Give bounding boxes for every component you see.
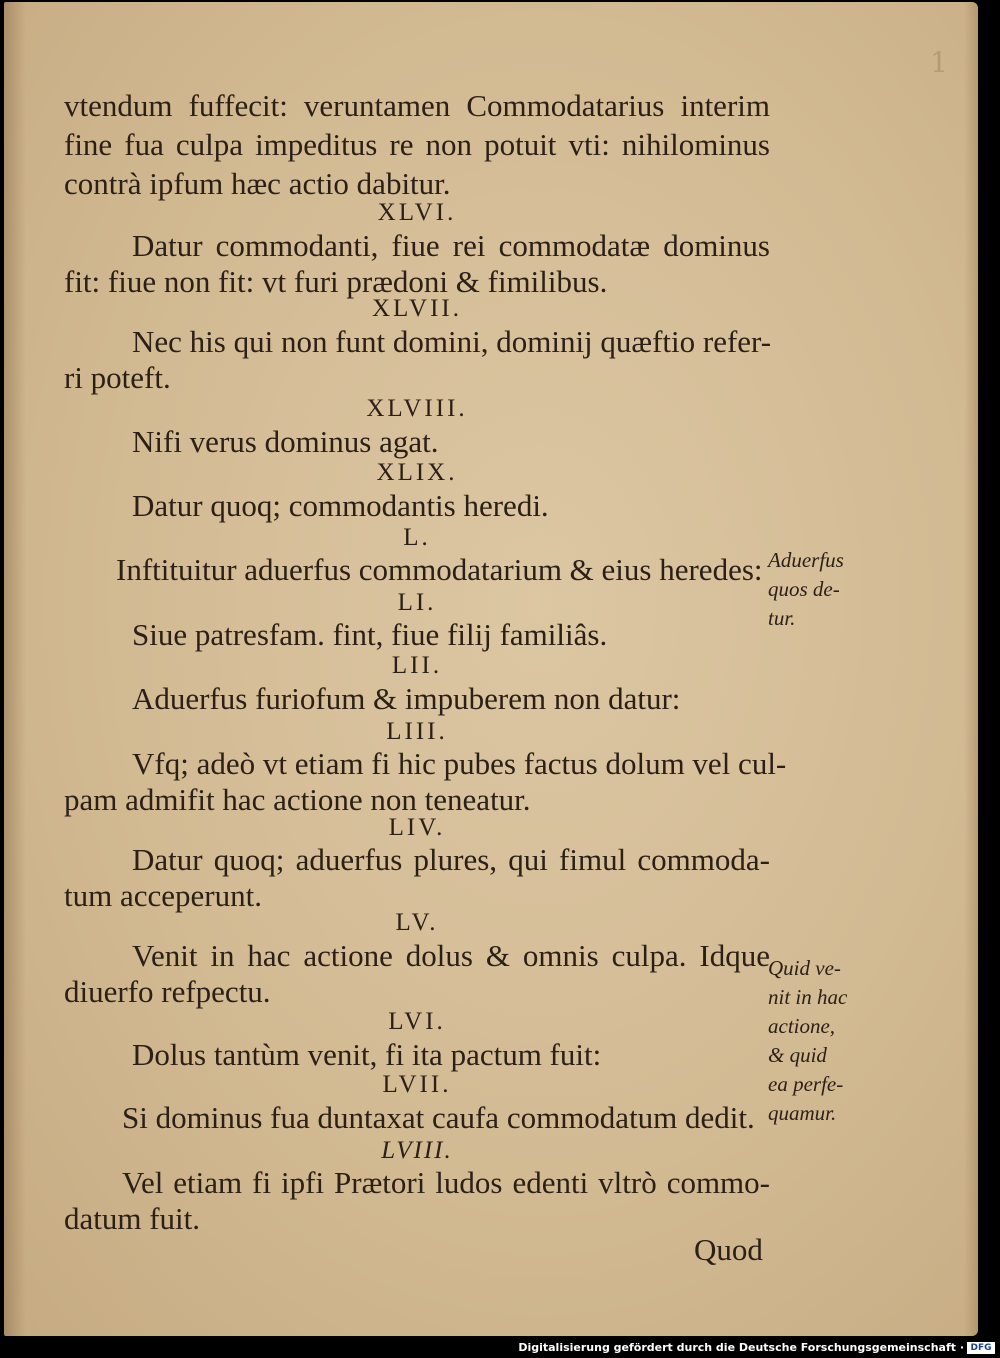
thesis-line: datum fuit. [64,1201,201,1236]
marginal-note-line: tur. [768,606,796,630]
marginal-note-line: Quid ve- [768,956,841,980]
marginal-note-line: quamur. [768,1101,837,1125]
thesis-line: Nifi verus dominus agat. [132,424,439,459]
thesis-line: Aduerfus furiofum & impuberem non datur: [132,681,681,716]
thesis-line: Datur quoq; commodantis heredi. [132,488,549,523]
thesis-line: Datur quoq; aduerfus plures, qui fimul commoda- [132,842,770,877]
text-line: fine fua culpa impeditus re non potuit vti: nihilominus [64,127,770,162]
thesis-number: LVII. [382,1071,452,1098]
thesis-number: LI. [397,589,437,616]
thesis-number: L. [403,524,431,551]
dfg-logo: DFG [967,1342,995,1354]
thesis-number: XLIX. [376,459,458,486]
thesis-number: XLVIII. [366,395,468,422]
thesis-line: pam admifit hac actione non teneatur. [64,782,531,817]
marginal-note-line: Aduerfus [768,548,844,572]
catchword: Quod [694,1232,763,1267]
thesis-number: XLVI. [377,199,457,226]
thesis-line: tum acceperunt. [64,878,262,913]
thesis-line: Siue patresfam. fint, fiue filij familiâs. [132,617,608,652]
folio-mark: 1 [930,46,948,79]
thesis-number: LIII. [386,718,448,745]
marginal-note-line: nit in hac [768,985,848,1009]
thesis-number: XLVII. [372,295,462,322]
thesis-line: fit: fiue non fit: vt furi prædoni & fimilibus. [64,264,608,299]
thesis-line: Dolus tantùm venit, fi ita pactum fuit: [132,1037,602,1072]
thesis-line: Vfq; adeò vt etiam fi hic pubes factus dolum vel cul- [132,746,787,781]
thesis-line: Si dominus fua duntaxat caufa commodatum dedit. [122,1100,755,1135]
thesis-line: Nec his qui non funt domini, dominij quæftio refer- [132,324,772,359]
thesis-number: LIV. [388,814,446,841]
thesis-number: LVIII. [381,1137,453,1164]
marginal-note-line: quos de- [768,577,840,601]
marginal-note-line: ea perfe- [768,1072,844,1096]
thesis-number: LV. [395,909,439,936]
marginal-note [768,546,844,633]
marginal-note [768,954,847,1128]
text-line: vtendum fuffecit: veruntamen Commodatarius interim [64,88,770,123]
thesis-line: diuerfo refpectu. [64,974,271,1009]
marginal-note-line: & quid [768,1043,827,1067]
thesis-number: LVI. [388,1008,446,1035]
thesis-line: Vel etiam fi ipfi Prætori ludos edenti vltrò commo- [122,1165,770,1200]
thesis-line: Inftituitur aduerfus commodatarium & eius heredes: [116,552,763,587]
funding-credit: Digitalisierung gefördert durch die Deutsche Forschungsgemeinschaft · [518,1341,964,1354]
thesis-line: Venit in hac actione dolus & omnis culpa. Idque [132,938,770,973]
thesis-number: LII. [391,652,443,679]
thesis-line: ri poteft. [64,360,171,395]
marginal-note-line: actione, [768,1014,836,1038]
book-page [4,2,978,1336]
thesis-line: Datur commodanti, fiue rei commodatæ dominus [132,228,770,263]
text-line: contrà ipfum hæc actio dabitur. [64,166,451,201]
